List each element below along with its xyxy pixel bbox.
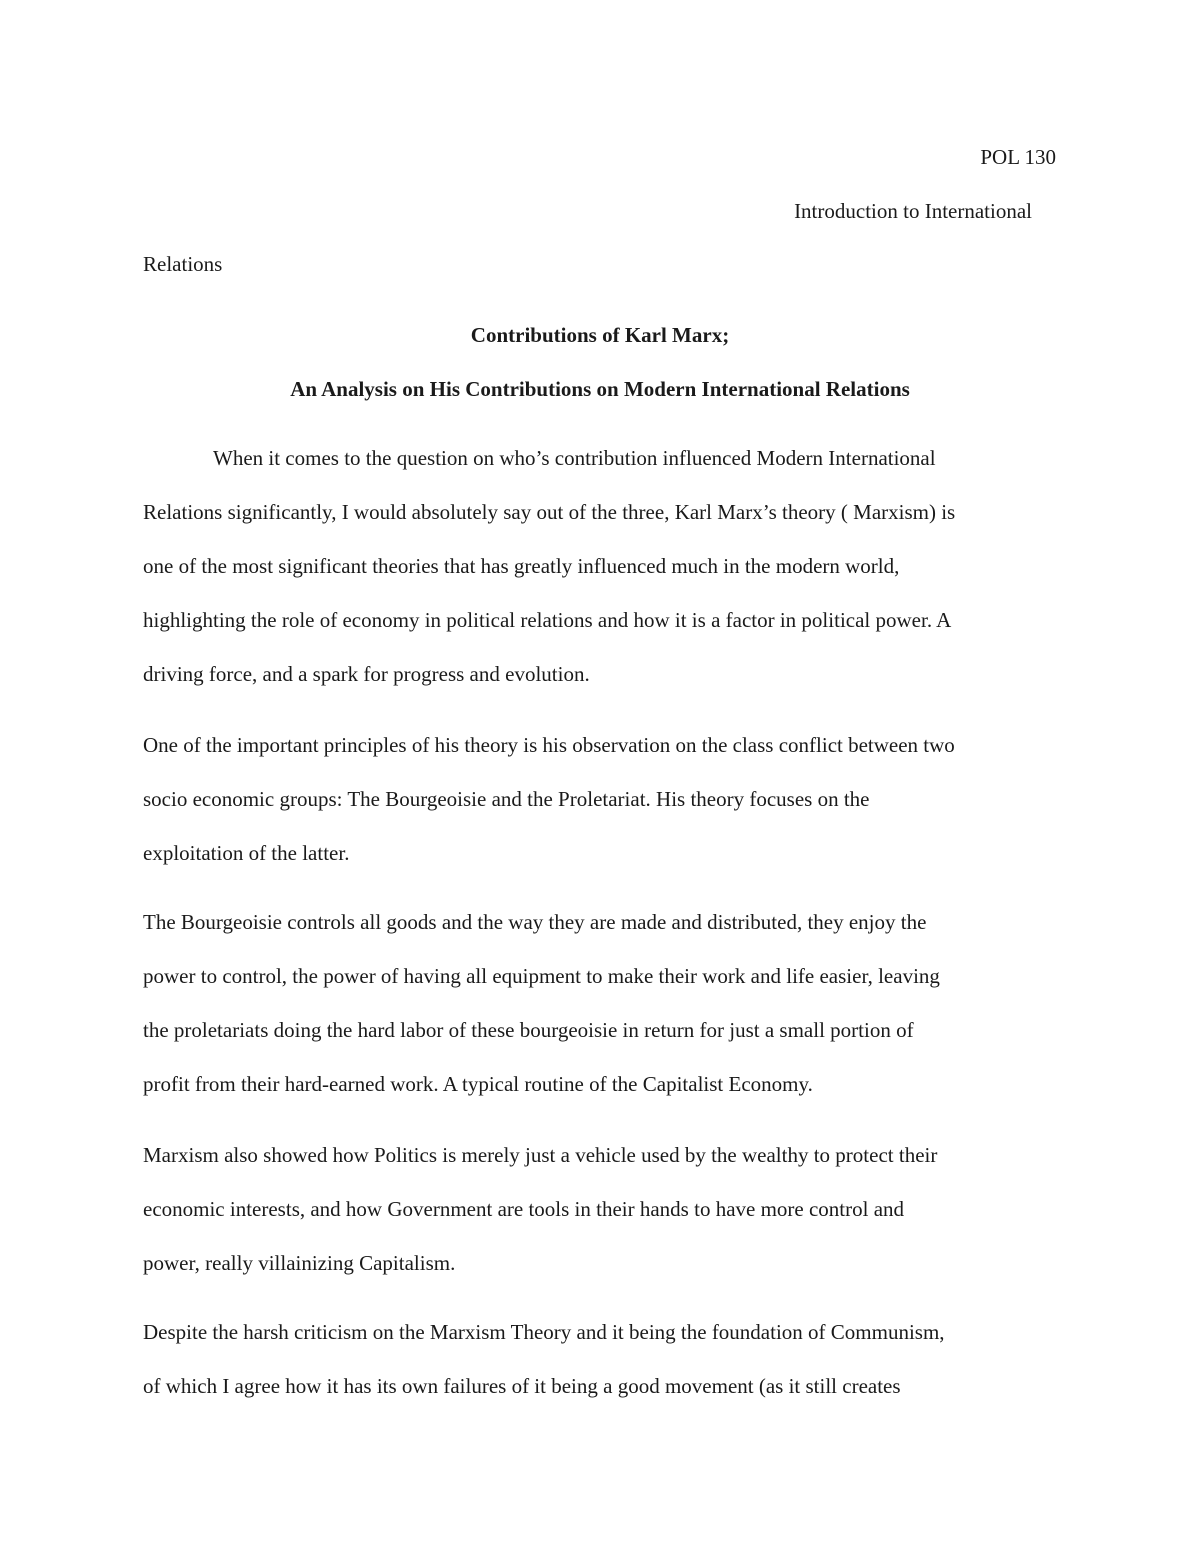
paragraph-line: Despite the harsh criticism on the Marxism Theory and it being the foundation of Communism, xyxy=(143,1320,945,1344)
paragraph-line: When it comes to the question on who’s contribution influenced Modern International xyxy=(213,446,936,470)
paragraph-line: profit from their hard-earned work. A typical routine of the Capitalist Economy. xyxy=(143,1072,813,1096)
paragraph-line: the proletariats doing the hard labor of these bourgeoisie in return for just a small portion of xyxy=(143,1018,914,1042)
paragraph-line: highlighting the role of economy in political relations and how it is a factor in political power. A xyxy=(143,608,952,632)
paragraph-line: Marxism also showed how Politics is merely just a vehicle used by the wealthy to protect their xyxy=(143,1143,938,1167)
paragraph-4 xyxy=(143,1128,1063,1290)
paragraph-line: driving force, and a spark for progress and evolution. xyxy=(143,662,590,686)
document-title: Contributions of Karl Marx; xyxy=(470,323,730,347)
paragraph-line: of which I agree how it has its own failures of it being a good movement (as it still creates xyxy=(143,1374,901,1398)
paragraph-line: Relations significantly, I would absolutely say out of the three, Karl Marx’s theory ( Marxism) is xyxy=(143,500,956,524)
paragraph-5 xyxy=(143,1305,1063,1413)
paragraph-3 xyxy=(143,895,1063,1111)
document-subtitle: An Analysis on His Contributions on Modern International Relations xyxy=(290,377,910,401)
paragraph-line: power to control, the power of having all equipment to make their work and life easier, leaving xyxy=(143,964,940,988)
paragraph-line: The Bourgeoisie controls all goods and the way they are made and distributed, they enjoy the xyxy=(143,910,927,934)
paragraph-line: One of the important principles of his theory is his observation on the class conflict between two xyxy=(143,733,955,757)
paragraph-line: power, really villainizing Capitalism. xyxy=(143,1251,456,1275)
course-code: POL 130 xyxy=(980,145,1056,169)
paragraph-1 xyxy=(143,431,1063,701)
course-title-line-1: Introduction to International xyxy=(794,199,1032,223)
course-title-line-2: Relations xyxy=(143,252,223,276)
paragraph-line: exploitation of the latter. xyxy=(143,841,350,865)
paragraph-2 xyxy=(143,718,1063,880)
paragraph-line: one of the most significant theories that has greatly influenced much in the modern world, xyxy=(143,554,900,578)
paragraph-line: economic interests, and how Government are tools in their hands to have more control and xyxy=(143,1197,905,1221)
paragraph-line: socio economic groups: The Bourgeoisie and the Proletariat. His theory focuses on the xyxy=(143,787,870,811)
